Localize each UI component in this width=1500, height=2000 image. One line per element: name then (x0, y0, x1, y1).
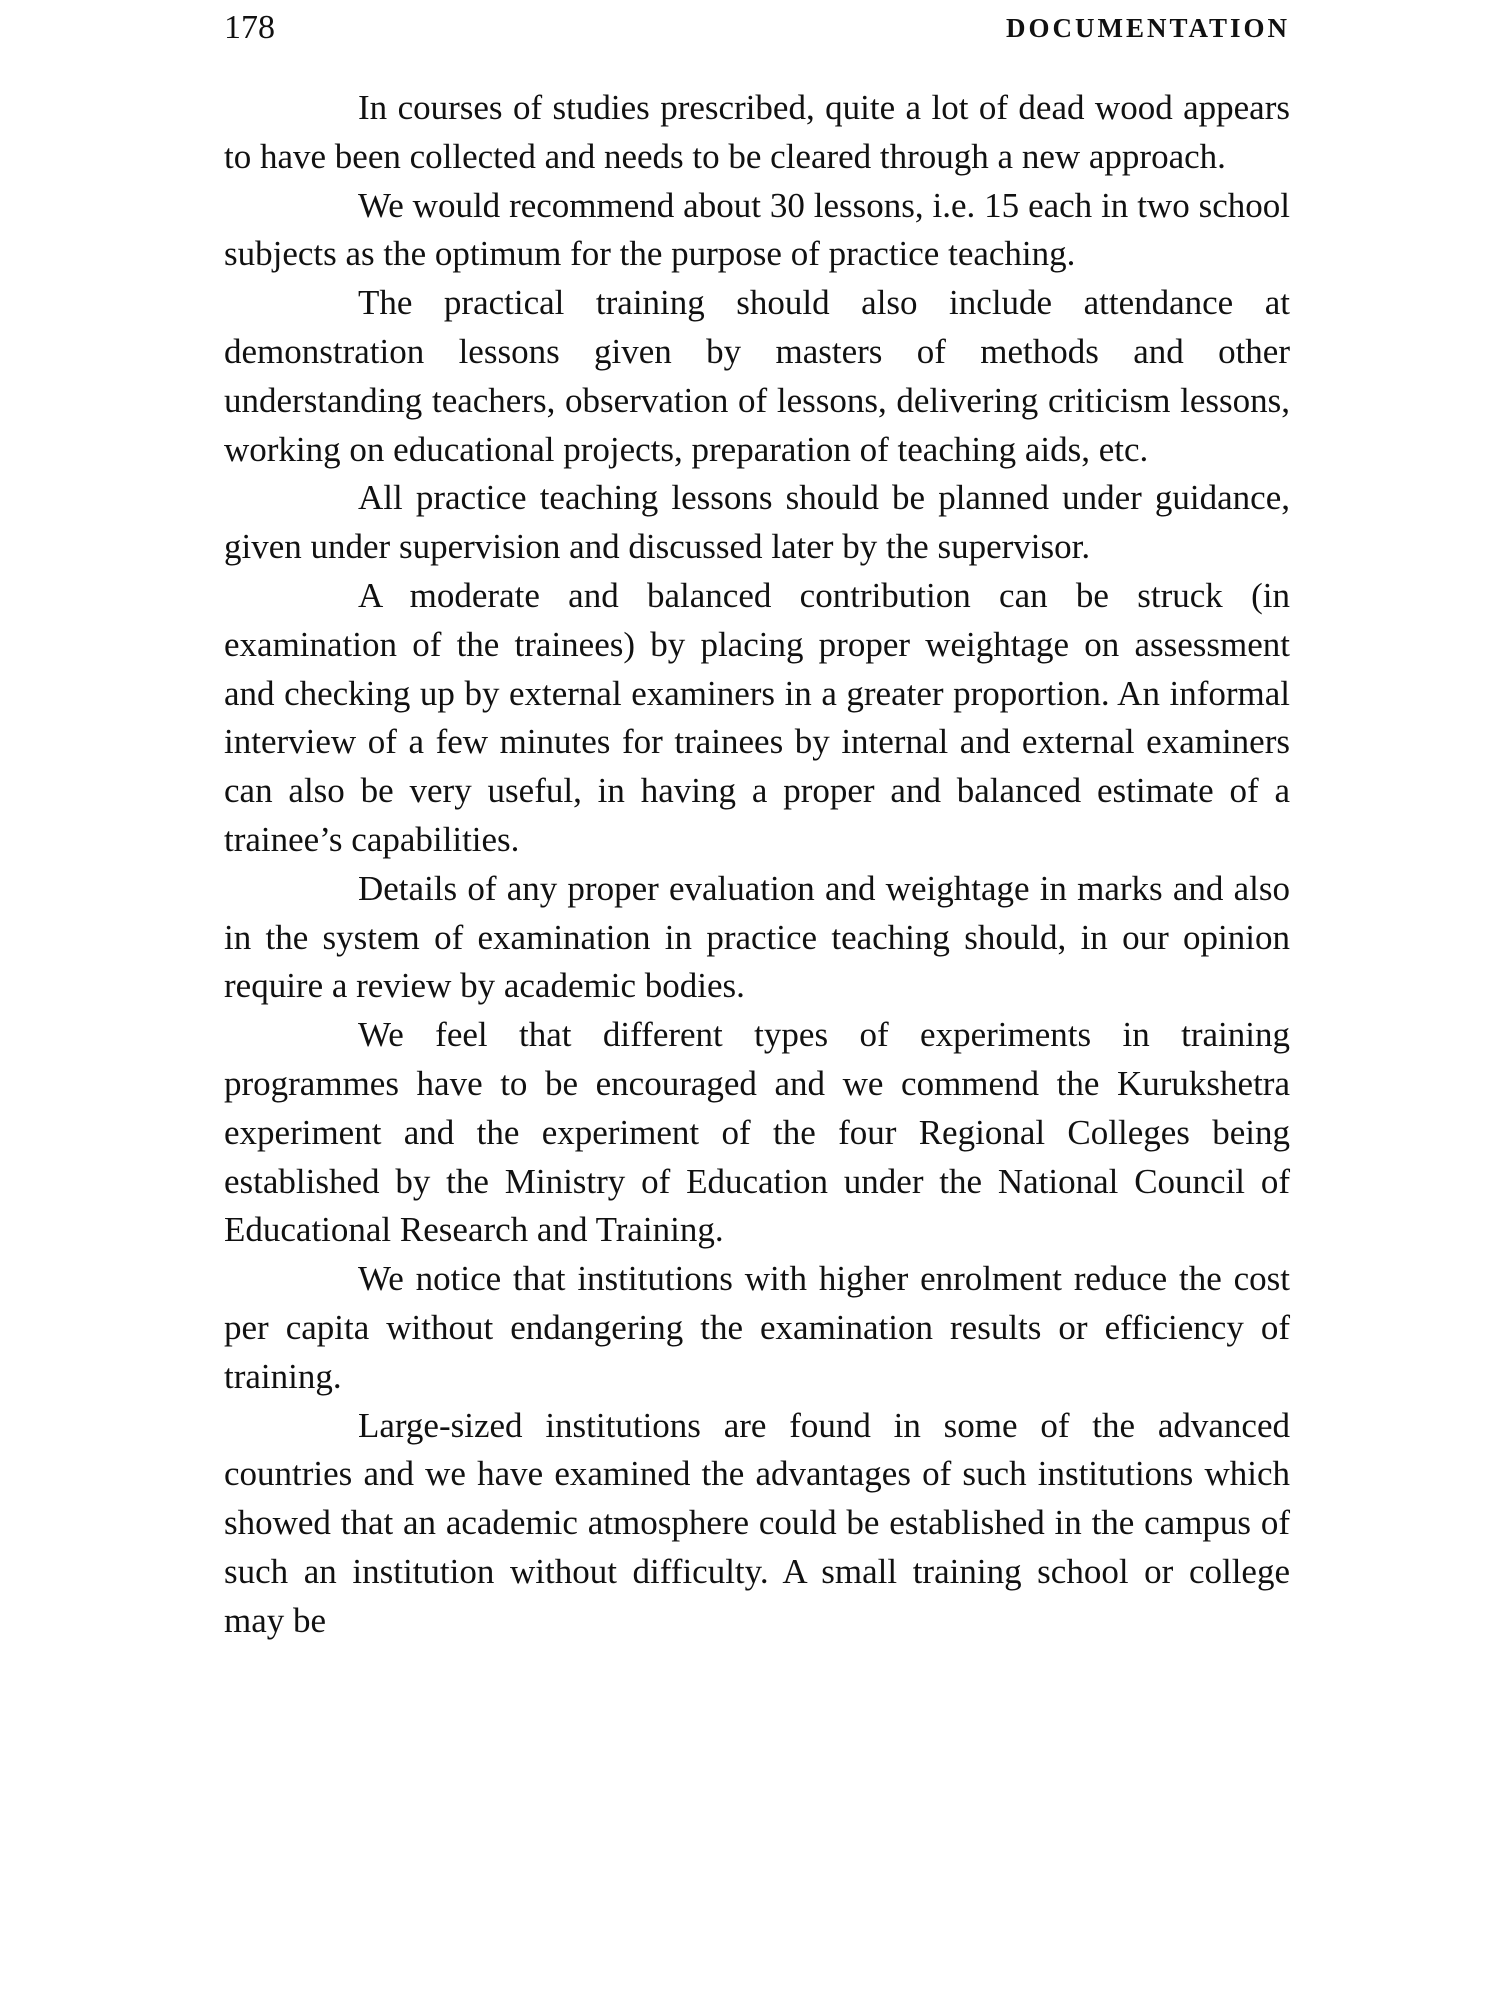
paragraph-experiments: We feel that different types of experiments in training programmes have to be encouraged and we commend the Kurukshetra experiment and the experiment of the four Regional Colleges being established by the Ministry of Education under the National Council of Educational Research and Training. (224, 1015, 1290, 1250)
running-head: DOCUMENTATION (1005, 13, 1290, 43)
paragraph-practical-training: The practical training should also include attendance at demonstration lessons given by masters of methods and other understanding teachers, observation of lessons, delivering criticism lessons, working on educational projects, preparation of teaching aids, etc. (224, 283, 1290, 469)
paragraph-dead-wood: In courses of studies prescribed, quite a lot of dead wood appears to have been collected and needs to be cleared through a new approach. (224, 88, 1290, 176)
page-header (224, 4, 1290, 52)
paragraph-evaluation-details: Details of any proper evaluation and weightage in marks and also in the system of examination in practice teaching should, in our opinion require a review by academic bodies. (224, 868, 1290, 1006)
page-number: 178 (224, 9, 275, 46)
body-text (224, 84, 1290, 1646)
paragraph-practice-lessons: All practice teaching lessons should be planned under guidance, given under supervision and discussed later by the supervisor. (224, 478, 1290, 567)
paragraph-large-institutions: Large-sized institutions are found in some of the advanced countries and we have examined the advantages of such institutions which showed that an academic atmosphere could be established in the campus of such an institution without difficulty. A small training school or college may be (224, 1405, 1290, 1640)
paragraph-thirty-lessons: We would recommend about 30 lessons, i.e. 15 each in two school subjects as the optimum for the purpose of practice teaching. (224, 185, 1290, 274)
paragraph-higher-enrolment: We notice that institutions with higher enrolment reduce the cost per capita without endangering the examination results or efficiency of training. (224, 1259, 1290, 1396)
paragraph-balanced-contribution: A moderate and balanced contribution can be struck (in examination of the trainees) by placing proper weightage on assessment and checking up by external examiners in a greater proportion. An informal interview of a few minutes for trainees by internal and external examiners can also be very useful, in having a proper and balanced estimate of a trainee’s capabilities. (224, 575, 1290, 859)
